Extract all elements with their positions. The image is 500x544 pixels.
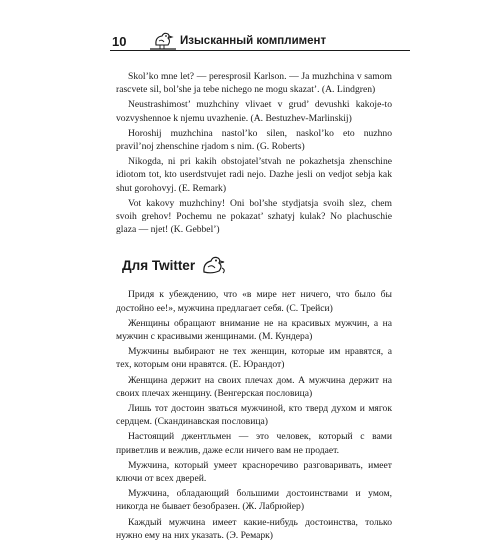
page-number: 10 [112,34,127,49]
running-title: Изысканный комплимент [180,35,327,47]
quote-paragraph: Мужчина, обладающий большими достоинствами и умом, никогда не бывает безобразен. (Ж. Лабрюйер) [116,488,392,513]
bird-icon [200,252,228,276]
quote-paragraph: Neustrashimost’ muzhchiny vlivaet v grud’ devushki kakoje-to vozvyshennoe k njemu uvazhenie. (A. Bestuzhev-Marlinskij) [116,99,392,124]
quote-paragraph: Настоящий джентльмен — это человек, который с вами приветлив и вежлив, даже если ничего вам не продает. [116,431,392,456]
quote-paragraph: Vot kakovy muzhchiny! Oni bol’she stydjatsja svoih slez, chem svoih grehov! Pochemu ne pokazat’ szhatyj kulak? No plachuschie glaza — njet! (K. Gebbel’) [116,197,392,236]
header-rule [110,50,410,51]
quote-paragraph: Женщина держит на своих плечах дом. А мужчина держит на своих плечах женщину. (Венгерская пословица) [116,374,392,399]
quote-paragraph: Придя к убеждению, что «в мире нет ничего, что было бы достойно ее!», мужчина предлагает себя. (С. Трейси) [116,289,392,314]
section-heading [116,252,392,276]
quote-paragraph: Horoshij muzhchina nastol’ko silen, naskol’ko eto nuzhno pravil’noj zhenschine rjadom s nim. (G. Roberts) [116,127,392,153]
quote-paragraph: Мужчины выбирают не тех женщин, которые им нравятся, а тех, которым они нравятся. (Е. Юрандот) [116,346,392,371]
quote-paragraph: Skol’ko mne let? — peresprosil Karlson. — Ja muzhchina v samom rascvete sil, bol’she ja tebe nichego ne mogu skazat’. (A. Lindgren) [116,71,392,96]
quote-paragraph: Nikogda, ni pri kakih obstojatel’stvah ne pokazhetsja zhenschine idiotom tot, kto userdstvujet radi nejo. Dazhe jesli on vedjot sebja kak shut gorohovyj. (E. Remark) [116,156,392,194]
running-header [110,28,410,50]
bird-icon [150,28,176,50]
quote-paragraph: Каждый мужчина имеет какие-нибудь достоинства, только нужно ему на них указать. (Э. Ремарк) [116,516,392,541]
quote-paragraph: Мужчина, который умеет красноречиво разговаривать, имеет ключи от всех дверей. [116,459,392,485]
quote-paragraph: Лишь тот достоин зваться мужчиной, кто тверд духом и мягок сердцем. (Скандинавская пословица) [116,403,392,428]
quote-paragraph: Женщины обращают внимание не на красивых мужчин, а на мужчин с красивыми женщинами. (М. Кундера) [116,317,392,343]
page-content [116,70,392,544]
section-title: Для Twitter [122,258,196,274]
